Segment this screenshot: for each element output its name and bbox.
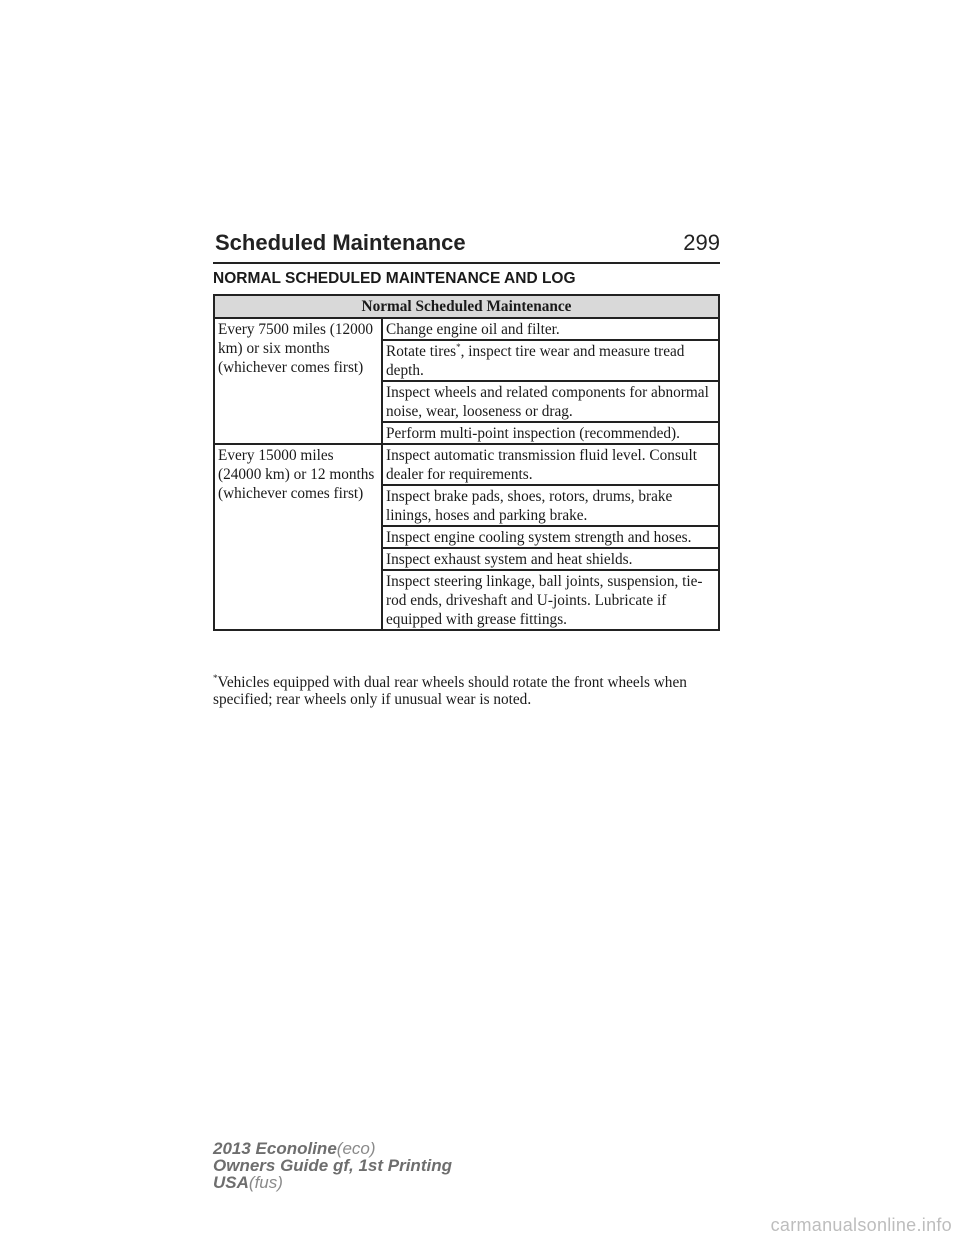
table-row (214, 318, 719, 340)
footer-line (213, 1174, 452, 1191)
footnote-mark: * (213, 672, 218, 683)
task-text: , inspect tire wear and measure tread depth. (386, 343, 685, 379)
interval-cell: Every 15000 miles (24000 km) or 12 months (whichever comes first) (214, 444, 382, 630)
footnote-reference: * (456, 341, 461, 352)
task-cell: Inspect steering linkage, ball joints, suspension, tie-rod ends, driveshaft and U-joints. Lubricate if equipped with grease fittings. (382, 570, 719, 630)
task-text: Rotate tires (386, 343, 457, 360)
footer-model-code: (eco) (336, 1139, 376, 1158)
maintenance-table (213, 294, 720, 631)
task-cell: Inspect automatic transmission fluid level. Consult dealer for requirements. (382, 444, 719, 485)
footer-model: 2013 Econoline (213, 1139, 337, 1158)
interval-cell: Every 7500 miles (12000 km) or six months (whichever comes first) (214, 318, 382, 444)
footer-line (213, 1157, 452, 1174)
task-cell: Inspect engine cooling system strength and hoses. (382, 526, 719, 548)
task-cell: Inspect exhaust system and heat shields. (382, 548, 719, 570)
footnote (213, 674, 723, 708)
task-cell: Change engine oil and filter. (382, 318, 719, 340)
footer-market: USA (213, 1173, 249, 1192)
task-cell: Perform multi-point inspection (recommended). (382, 422, 719, 444)
document-footer (213, 1140, 452, 1191)
table-header-row (214, 295, 719, 318)
page-header (213, 228, 720, 264)
task-cell (382, 340, 719, 381)
page-title: Scheduled Maintenance (215, 230, 466, 255)
task-cell: Inspect brake pads, shoes, rotors, drums, brake linings, hoses and parking brake. (382, 485, 719, 526)
page-number: 299 (683, 230, 720, 255)
footnote-text: Vehicles equipped with dual rear wheels should rotate the front wheels when specified; rear wheels only if unusual wear is noted. (213, 674, 687, 708)
footer-line (213, 1140, 452, 1157)
watermark: carmanualsonline.info (770, 1215, 952, 1235)
section-heading: NORMAL SCHEDULED MAINTENANCE AND LOG (213, 270, 576, 287)
footer-market-code: (fus) (248, 1173, 283, 1192)
table-title: Normal Scheduled Maintenance (214, 295, 719, 318)
footer-guide: Owners Guide gf, 1st Printing (213, 1156, 452, 1175)
task-cell: Inspect wheels and related components for abnormal noise, wear, looseness or drag. (382, 381, 719, 422)
table-row (214, 444, 719, 485)
